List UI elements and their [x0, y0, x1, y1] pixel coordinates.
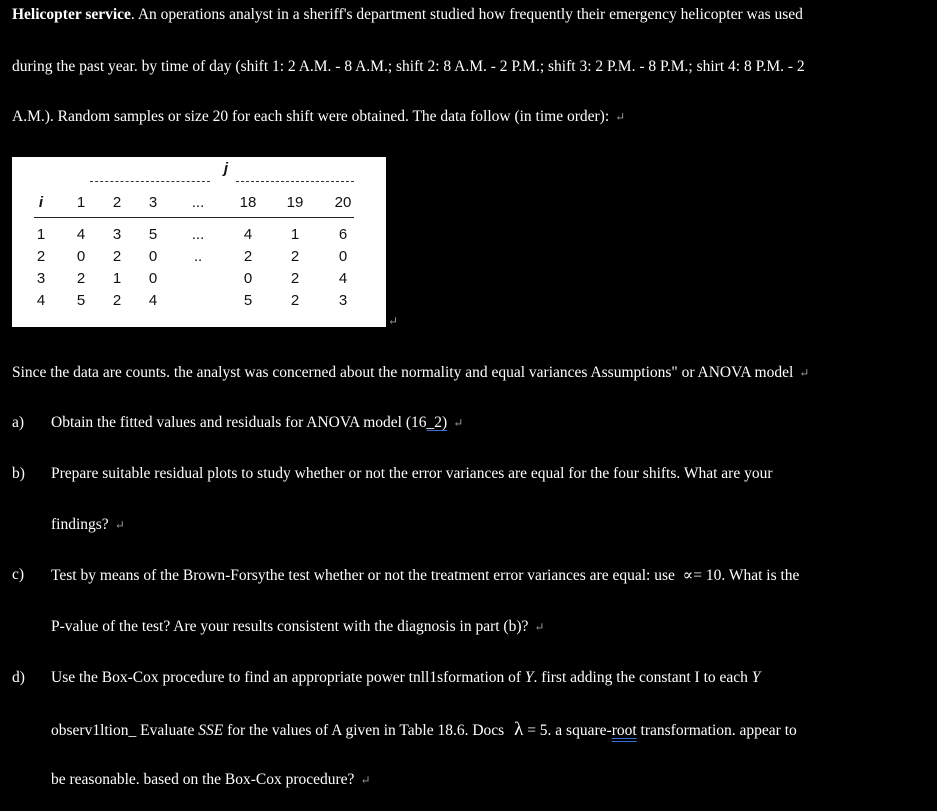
- table-cell: 2: [290, 292, 300, 309]
- table-cell: 2: [290, 270, 300, 287]
- row-index: 3: [36, 270, 46, 287]
- question-d-text-3: be reasonable. based on the Box-Cox procedure?: [51, 771, 355, 788]
- table-cell: 0: [338, 248, 348, 265]
- table-cell: 4: [338, 270, 348, 287]
- question-c-label: c): [12, 566, 25, 583]
- table-cell: 4: [148, 292, 158, 309]
- table-cell: 2: [112, 248, 122, 265]
- intro-line-2: during the past year. by time of day (shift 1: 2 A.M. - 8 A.M.; shift 2: 8 A.M. - 2 P.M.; shift 3: 2 P.M. - 8 P.M.; shirt 4: 8 P.M. - 2: [12, 58, 805, 75]
- col-header: 19: [286, 194, 304, 211]
- question-d-line-1: [51, 669, 760, 687]
- table-cell: 1: [112, 270, 122, 287]
- col-header: 3: [148, 194, 158, 211]
- question-d-text-2: observ1ltion_ Evaluate: [51, 722, 195, 739]
- question-d-line-3: [51, 771, 371, 789]
- table-cell: 2: [112, 292, 122, 309]
- header-dash-right: [236, 181, 354, 182]
- row-index: 2: [36, 248, 46, 265]
- question-d-text-2b: for the values of A given in Table 18.6. Docs: [227, 722, 505, 739]
- intro-text-3: A.M.). Random samples or size 20 for each shift were obtained. The data follow (in time order):: [12, 108, 610, 125]
- question-c-text-2: P-value of the test? Are your results consistent with the diagnosis in part (b)?: [51, 618, 529, 635]
- row-index: 4: [36, 292, 46, 309]
- intro-line-3: [12, 108, 625, 126]
- question-a-label: a): [12, 414, 25, 431]
- data-table: [12, 157, 386, 327]
- question-c-text-1b: = 10. What is the: [693, 567, 800, 584]
- table-cell: 3: [338, 292, 348, 309]
- return-icon: ↵: [114, 518, 125, 532]
- table-cell: 5: [148, 226, 158, 243]
- row-variable-i: i: [38, 194, 44, 211]
- table-cell: 4: [76, 226, 86, 243]
- question-d-label: d): [12, 669, 25, 686]
- table-cell: 0: [148, 248, 158, 265]
- question-b-label: b): [12, 465, 25, 482]
- table-cell: 4: [243, 226, 253, 243]
- assumption-line: [12, 364, 809, 382]
- return-icon: ↵: [534, 620, 545, 634]
- alpha-symbol: ∝: [682, 567, 694, 584]
- question-d-text-1b: . first adding the constant I to each: [533, 669, 748, 686]
- question-c-text-1: Test by means of the Brown-Forsythe test whether or not the treatment error variances are equal: use: [51, 567, 675, 584]
- col-header: 2: [112, 194, 122, 211]
- cell-ellipsis: ...: [191, 226, 205, 243]
- return-icon: ↵: [388, 314, 399, 328]
- question-d-text-1: Use the Box-Cox procedure to find an appropriate power tnll1sformation of: [51, 669, 522, 686]
- variable-y: Y: [524, 669, 534, 686]
- question-b-text-2: findings?: [51, 516, 109, 533]
- table-cell: 2: [76, 270, 86, 287]
- question-b-line-1: Prepare suitable residual plots to study whether or not the error variances are equal for the four shifts. What are your: [51, 465, 773, 482]
- return-icon: ↵: [615, 110, 626, 124]
- question-d-text-2d: transformation. appear to: [640, 722, 797, 739]
- header-rule: [34, 217, 354, 218]
- header-dash-left: [90, 181, 210, 182]
- return-icon: ↵: [799, 366, 810, 380]
- table-cell: 0: [76, 248, 86, 265]
- table-cell: 0: [243, 270, 253, 287]
- question-a-text: Obtain the fitted values and residuals for ANOVA model (16: [51, 414, 427, 431]
- return-icon: ↵: [360, 773, 371, 787]
- table-cell: 5: [243, 292, 253, 309]
- table-cell: 6: [338, 226, 348, 243]
- col-header-ellipsis: ...: [191, 194, 205, 211]
- table-cell: 1: [290, 226, 300, 243]
- table-cell: 0: [148, 270, 158, 287]
- col-header: 1: [76, 194, 86, 211]
- table-cell: 3: [112, 226, 122, 243]
- intro-text-1: . An operations analyst in a sheriff's department studied how frequently their emergency helicopter was used: [130, 6, 803, 23]
- question-d-line-2: [51, 719, 797, 741]
- model-reference: _2): [426, 414, 448, 431]
- question-b-line-2: [51, 516, 125, 534]
- table-cell: 2: [290, 248, 300, 265]
- question-a: [51, 414, 463, 432]
- column-variable-j: j: [223, 160, 229, 177]
- root-word: root: [611, 722, 637, 739]
- cell-ellipsis: ..: [193, 248, 203, 265]
- lambda-symbol: λ: [514, 719, 524, 740]
- intro-line-1: [12, 6, 803, 24]
- sse-term: SSE: [198, 722, 224, 739]
- col-header: 18: [239, 194, 257, 211]
- assumption-text: Since the data are counts. the analyst was concerned about the normality and equal variances Assumptions" or ANOVA model: [12, 364, 794, 381]
- row-index: 1: [36, 226, 46, 243]
- question-c-line-1: [51, 566, 799, 585]
- variable-y: Y: [751, 669, 761, 686]
- table-cell: 2: [243, 248, 253, 265]
- problem-title: Helicopter service: [12, 6, 131, 23]
- table-cell: 5: [76, 292, 86, 309]
- question-d-text-2c: = 5. a square-: [527, 722, 612, 739]
- question-c-line-2: [51, 618, 544, 636]
- return-icon: ↵: [453, 416, 464, 430]
- col-header: 20: [334, 194, 352, 211]
